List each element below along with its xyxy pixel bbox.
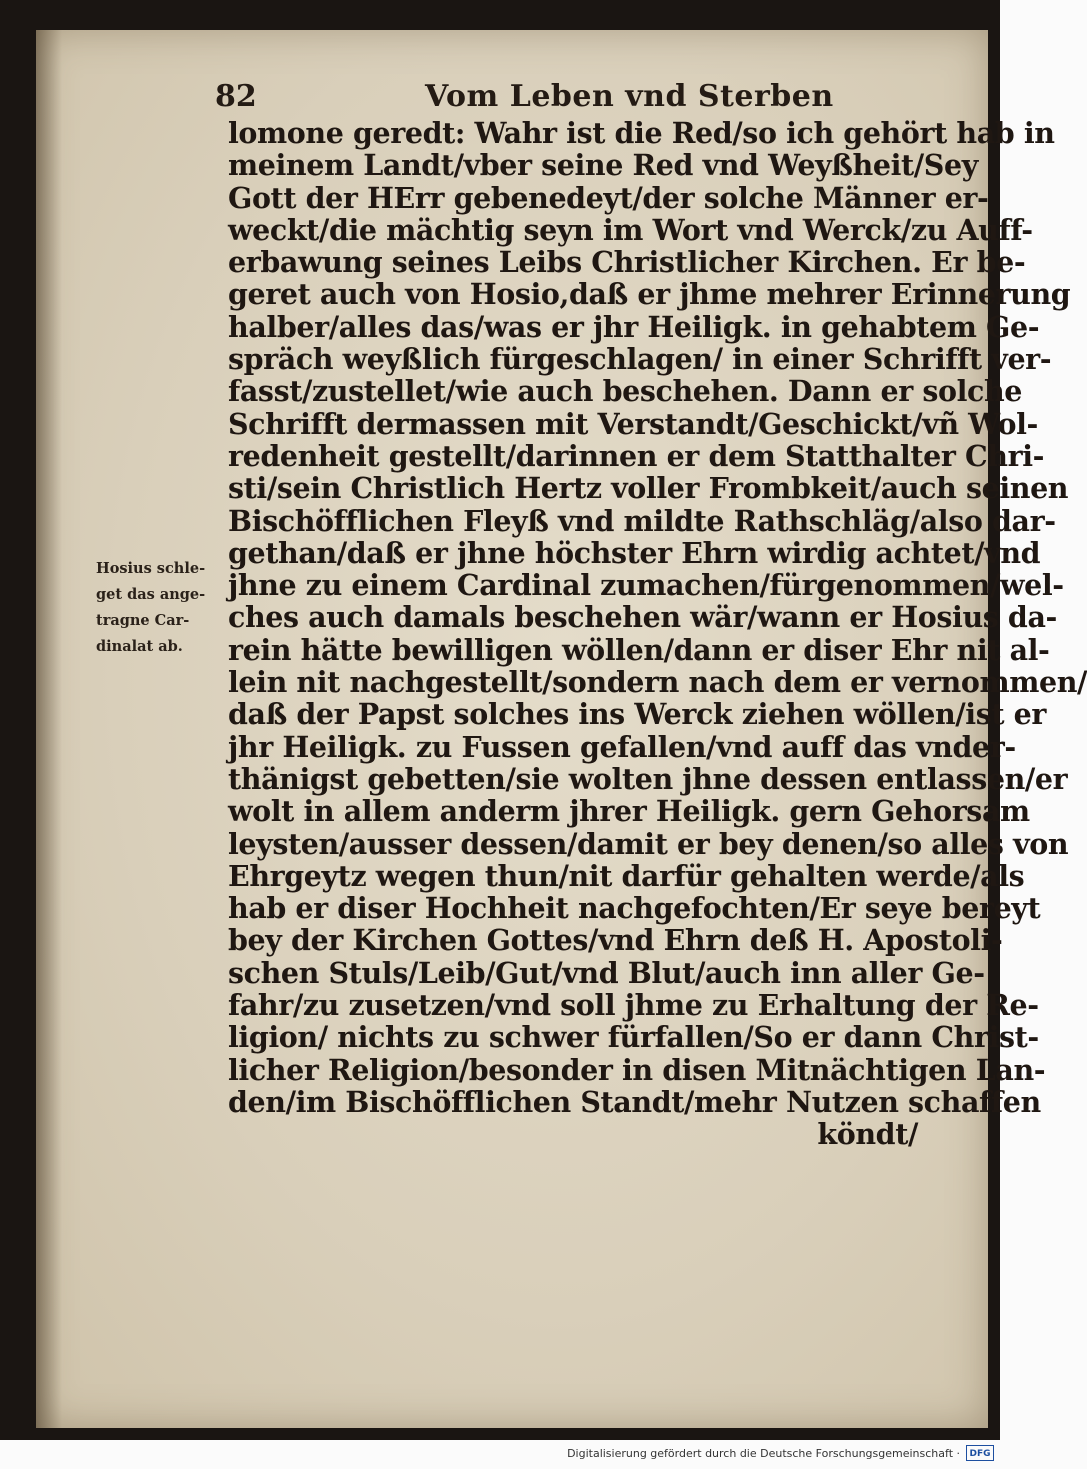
text-line: meinem Landt/vber seine Red vnd Weyßheit/Sey [228, 148, 978, 183]
text-line: Gott der HErr gebenedeyt/der solche Männer er- [228, 180, 989, 215]
text-line: sti/sein Christlich Hertz voller Frombkeit/auch seinen [228, 471, 1069, 506]
funding-credit: Digitalisierung gefördert durch die Deutsche Forschungsgemeinschaft · [567, 1447, 960, 1460]
marginal-note-line: get das ange- [96, 586, 206, 603]
text-line: fasst/zustellet/wie auch beschehen. Dann er solche [228, 374, 1023, 409]
text-line: wolt in allem anderm jhrer Heiligk. gern Gehorsam [228, 794, 1030, 829]
text-line: ches auch damals beschehen wär/wann er Hosius da- [228, 600, 1057, 635]
text-line: erbawung seines Leibs Christlicher Kirchen. Er be- [228, 245, 1026, 280]
text-line: thänigst gebetten/sie wolten jhne dessen entlassen/er [228, 761, 1068, 796]
marginal-note-line: tragne Car- [96, 612, 190, 629]
text-line: lomone geredt: Wahr ist die Red/so ich gehört hab in [228, 116, 1055, 150]
text-line: weckt/die mächtig seyn im Wort vnd Werck/zu Auff- [228, 212, 1033, 247]
body-text [228, 116, 1087, 1152]
text-line: fahr/zu zusetzen/vnd soll jhme zu Erhaltung der Re- [228, 988, 1039, 1023]
text-line: jhr Heiligk. zu Fussen gefallen/vnd auff das vnder- [228, 729, 1016, 764]
marginal-note-line: dinalat ab. [96, 638, 183, 655]
text-line: lein nit nachgestellt/sondern nach dem er vernommen/ [228, 665, 1087, 700]
marginal-note [96, 556, 221, 660]
text-line: Ehrgeytz wegen thun/nit darfür gehalten werde/als [228, 858, 1025, 893]
running-title: Vom Leben vnd Sterben [425, 79, 834, 114]
text-line: ligion/ nichts zu schwer fürfallen/So er dann Christ- [228, 1020, 1039, 1055]
marginal-note-line: Hosius schle- [96, 560, 206, 577]
catchword: köndt/ [817, 1117, 918, 1152]
page-header [215, 76, 920, 118]
text-line: halber/alles das/was er jhr Heiligk. in gehabtem Ge- [228, 309, 1040, 344]
text-line: licher Religion/besonder in disen Mitnächtigen Lan- [228, 1052, 1046, 1087]
text-line: redenheit gestellt/darinnen er dem Statthalter Chri- [228, 438, 1045, 473]
text-line: den/im Bischöfflichen Standt/mehr Nutzen schaffen [228, 1084, 1041, 1119]
text-line: jhne zu einem Cardinal zumachen/fürgenommen/wel- [228, 568, 1064, 603]
text-line: hab er diser Hochheit nachgefochten/Er seye bereyt [228, 891, 1041, 926]
digitization-footer [0, 1440, 1000, 1469]
text-line: bey der Kirchen Gottes/vnd Ehrn deß H. Apostoli- [228, 923, 1003, 958]
text-line: Bischöfflichen Fleyß vnd mildte Rathschläg/also dar- [228, 503, 1056, 538]
text-line: rein hätte bewilligen wöllen/dann er diser Ehr nit al- [228, 632, 1050, 667]
text-line: geret auch von Hosio,daß er jhme mehrer Erinnerung [228, 277, 1071, 312]
text-line: Schrifft dermassen mit Verstandt/Geschickt/vñ Wol- [228, 406, 1038, 441]
text-line: spräch weyßlich fürgeschlagen/ in einer Schrifft ver- [228, 342, 1052, 377]
text-line: daß der Papst solches ins Werck ziehen wöllen/ist er [228, 697, 1046, 732]
text-line: leysten/ausser dessen/damit er bey denen/so alles von [228, 826, 1069, 861]
dfg-logo-icon: DFG [966, 1445, 994, 1461]
page-number: 82 [215, 79, 257, 114]
text-line: schen Stuls/Leib/Gut/vnd Blut/auch inn aller Ge- [228, 955, 985, 990]
text-line: gethan/daß er jhne höchster Ehrn wirdig achtet/vnd [228, 535, 1041, 570]
